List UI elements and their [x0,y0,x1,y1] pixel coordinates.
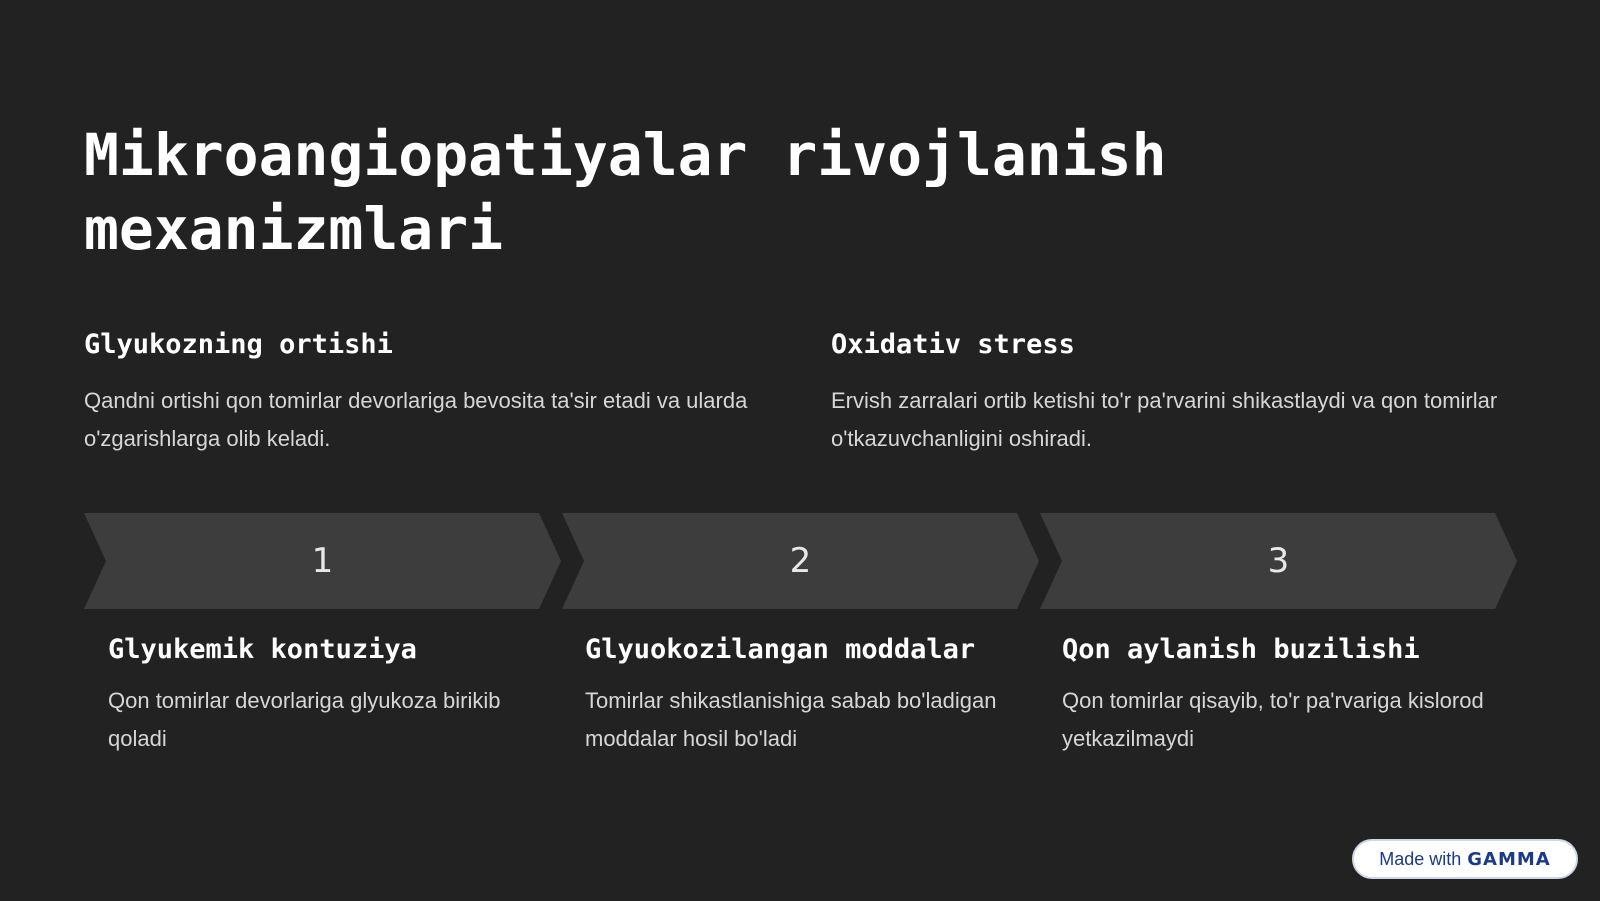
step-number: 2 [789,541,812,581]
step-chevron-3 [1040,513,1517,609]
step-chevron-1 [84,513,561,609]
badge-prefix: Made with [1379,848,1462,869]
intro-heading: Glyukozning ortishi [84,329,393,360]
intro-block-oxidative [831,326,1511,458]
step-heading: Glyuokozilangan moddalar [585,634,976,665]
made-with-gamma-badge[interactable] [1352,839,1578,879]
step-description-3 [1062,630,1512,758]
step-heading: Glyukemik kontuziya [108,634,417,665]
step-text: Qon tomirlar devorlariga glyukoza birikib qoladi [108,688,501,751]
step-number: 1 [311,541,334,581]
intro-text: Ervish zarralari ortib ketishi to'r pa'rvarini shikastlaydi va qon tomirlar o'tkazuvchanligini oshiradi. [831,388,1498,451]
page-title: Mikroangiopatiyalar rivojlanish mexanizmlari [84,121,1167,263]
step-number: 3 [1267,541,1290,581]
step-text: Qon tomirlar qisayib, to'r pa'rvariga kislorod yetkazilmaydi [1062,688,1484,751]
step-heading: Qon aylanish buzilishi [1062,634,1420,665]
intro-heading: Oxidativ stress [831,329,1075,360]
step-description-1 [108,630,558,758]
gamma-logo: GAMMA [1467,848,1551,870]
intro-text: Qandni ortishi qon tomirlar devorlariga bevosita ta'sir etadi va ularda o'zgarishlarga olib keladi. [84,388,748,451]
step-chevron-2 [562,513,1039,609]
process-steps [84,513,1516,609]
step-description-2 [585,630,1035,758]
intro-block-glucose [84,326,764,458]
step-text: Tomirlar shikastlanishiga sabab bo'ladigan moddalar hosil bo'ladi [585,688,997,751]
